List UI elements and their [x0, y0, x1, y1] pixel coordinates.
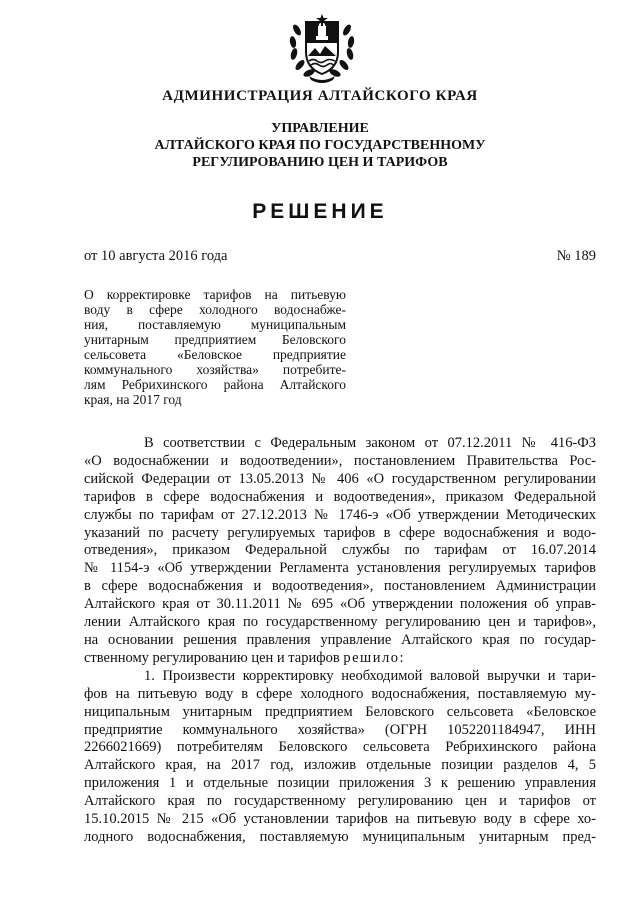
document-body — [84, 435, 596, 847]
body-line: лодного водоснабжения, поставляемую муниципальным унитарным пред- — [84, 828, 596, 845]
body-line: в сфере водоснабжения и водоотведения», постановлением Администрации — [84, 578, 596, 595]
department-title-line: АЛТАЙСКОГО КРАЯ ПО ГОСУДАРСТВЕННОМУ — [154, 138, 486, 153]
body-line: В соответствии с Федеральным законом от 07.12.2011 № 416-ФЗ — [144, 435, 596, 451]
subject-line: края, на 2017 год — [84, 392, 182, 407]
body-line: лении Алтайского края по государственному регулированию цен и тарифов», — [84, 614, 596, 631]
body-line: «О водоснабжении и водоотведении», постановлением Правительства Рос- — [84, 452, 596, 469]
subject-line: воду в сфере холодного водоснабже- — [84, 302, 346, 317]
body-line: сийской Федерации от 13.05.2013 № 406 «О государственном регулировании — [84, 470, 596, 487]
department-title-line: РЕГУЛИРОВАНИЮ ЦЕН И ТАРИФОВ — [192, 155, 448, 170]
document-subject — [84, 287, 346, 407]
body-line: 1. Произвести корректировку необходимой валовой выручки и тари- — [144, 667, 596, 684]
body-line: фов на питьевую воду в сфере холодного водоснабжения, поставляемую му- — [84, 685, 596, 702]
department-title-line: УПРАВЛЕНИЕ — [271, 121, 369, 136]
body-line: на основании решения правления управление Алтайского края по государ- — [84, 631, 596, 648]
body-line: Алтайского края, на 2017 год, изложив отдельные позиции разделов 4, 5 — [84, 757, 596, 774]
decision-suffix: : — [399, 649, 404, 666]
decision-prefix: ственному регулированию цен и тарифов — [84, 649, 344, 666]
coat-of-arms-icon — [287, 12, 357, 84]
document-date: от 10 августа 2016 года — [84, 248, 228, 264]
body-line: Алтайского края от 30.11.2011 № 695 «Об утверждении положения об управ- — [84, 596, 596, 613]
body-line: службы по тарифам от 27.12.2013 № 1746-э «Об утверждении Методических — [84, 506, 596, 523]
decision-word: решило — [343, 649, 400, 666]
administration-title: АДМИНИСТРАЦИЯ АЛТАЙСКОГО КРАЯ — [162, 88, 478, 104]
document-number: № 189 — [556, 248, 596, 264]
department-title — [0, 120, 640, 171]
subject-line: сельсовета «Беловское предприятие — [84, 347, 346, 362]
body-line: тарифов в сфере водоснабжения и водоотведения», приказом Федеральной — [84, 488, 596, 505]
body-line: 15.10.2015 № 215 «Об установлении тарифов на питьевую воду в сфере хо- — [84, 811, 596, 828]
body-line: 2266021669) потребителям Беловского сельсовета Ребрихинского района — [84, 739, 596, 756]
body-line: предприятие коммунального хозяйства» (ОГРН 1052201184947, ИНН — [84, 721, 596, 738]
coat-of-arms-graphic — [287, 12, 357, 84]
body-line: отведения», приказом Федеральной службы по тарифам от 16.07.2014 — [84, 542, 596, 559]
body-line: ниципальным унитарным предприятием Беловского сельсовета «Беловское — [84, 703, 596, 720]
subject-line: О корректировке тарифов на питьевую — [84, 287, 346, 302]
document-type-title: РЕШЕНИЕ — [252, 200, 388, 223]
subject-line: лям Ребрихинского района Алтайского — [84, 377, 346, 392]
subject-line: ния, поставляемую муниципальным — [84, 317, 346, 332]
subject-line: унитарным предприятием Беловского — [84, 332, 346, 347]
body-line: приложения 1 и отдельные позиции приложения 3 к решению управления — [84, 775, 596, 792]
body-line: Алтайского края по государственному регулированию цен и тарифов от — [84, 793, 596, 810]
subject-line: коммунального хозяйства» потребите- — [84, 362, 346, 377]
body-line: указаний по расчету регулируемых тарифов в сфере водоснабжения и водо- — [84, 524, 596, 541]
body-line: № 1154-э «Об утверждении Регламента установления регулируемых тарифов — [84, 560, 596, 577]
body-line-decision — [84, 650, 596, 668]
